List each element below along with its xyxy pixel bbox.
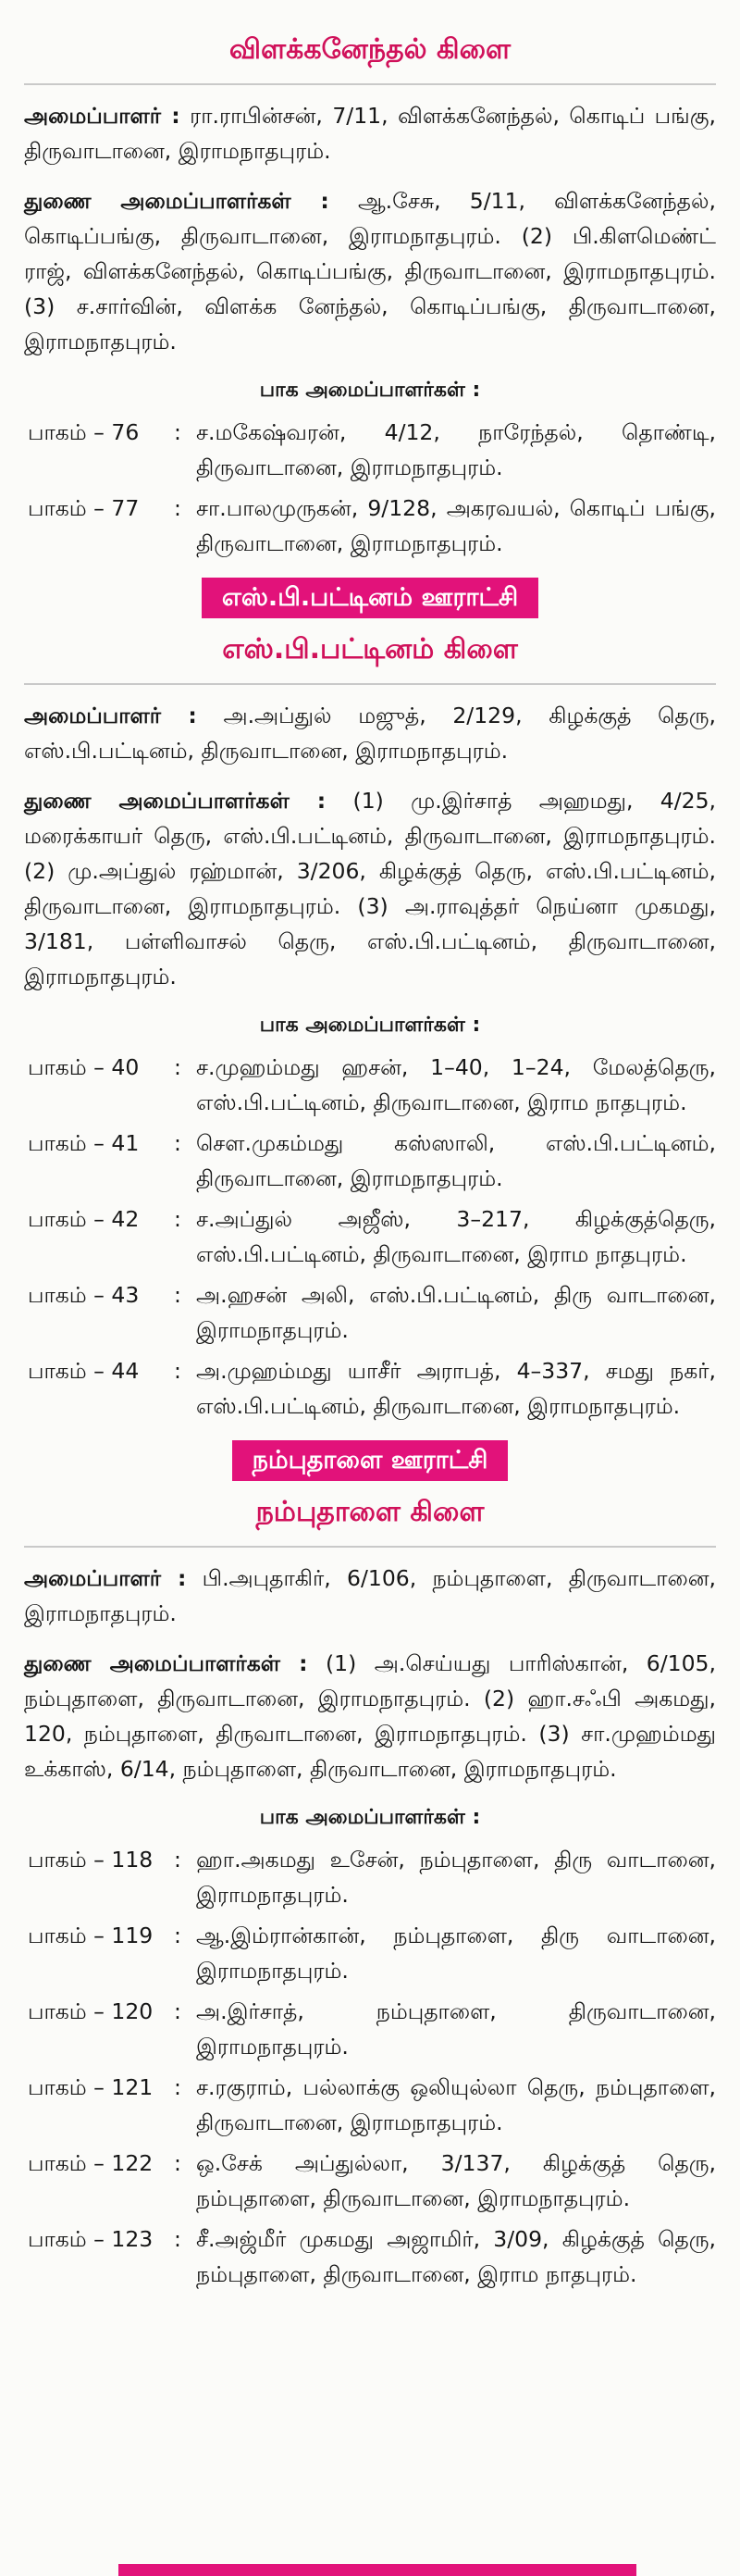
- booth-row: [24, 1918, 716, 1988]
- booth-row: [24, 2146, 716, 2216]
- booth-row: [24, 1842, 716, 1912]
- deputy-paragraph: [24, 1646, 716, 1786]
- organiser-text: ரா.ராபின்சன், 7/11, விளக்கனேந்தல், கொடிப் பங்கு, திருவாடானை, இராமநாதபுரம்.: [24, 103, 716, 164]
- booth-number: பாகம் – 122: [28, 2150, 154, 2176]
- booth-row: [24, 1994, 716, 2064]
- deputy-text: (1) அ.செய்யது பாரிஸ்கான், 6/105, நம்புதாளை, திருவாடானை, இராமநாதபுரம். (2) ஹா.சஃபி அகமது, 120, நம்புதாளை, திருவாடானை, இராமநாதபுரம். (3) சா.முஹம்மது உக்காஸ், 6/14, நம்புதாளை, திருவாடானை, இராமநாதபுரம்.: [24, 1650, 716, 1782]
- organiser-paragraph: [24, 698, 716, 768]
- booth-row: [24, 1126, 716, 1196]
- booth-number: பாகம் – 44: [28, 1358, 140, 1384]
- panchayat-banner-nambuthalai: [24, 1440, 716, 1481]
- colon: :: [174, 1998, 181, 2024]
- booth-number: பாகம் – 120: [28, 1998, 154, 2024]
- booth-number: பாகம் – 118: [28, 1847, 154, 1873]
- colon: :: [174, 2074, 181, 2100]
- booth-text: ச.ரகுராம், பல்லாக்கு ஒலியுல்லா தெரு, நம்புதாளை, திருவாடானை, இராமநாதபுரம்.: [196, 2074, 716, 2135]
- organiser-paragraph: [24, 1561, 716, 1631]
- branch-heading-nambuthalai: நம்புதாளை கிளை: [255, 1496, 485, 1528]
- divider: [24, 83, 716, 85]
- booth-number: பாகம் – 123: [28, 2226, 154, 2252]
- organiser-paragraph: [24, 98, 716, 168]
- colon: :: [174, 1358, 181, 1384]
- booth-text: ச.மகேஷ்வரன், 4/12, நாரேந்தல், தொண்டி, திருவாடானை, இராமநாதபுரம்.: [196, 419, 716, 480]
- booth-organisers-heading: பாக அமைப்பாளர்கள் :: [259, 1014, 481, 1037]
- booth-text: ஒ.சேக் அப்துல்லா, 3/137, கிழக்குத் தெரு, நம்புதாளை, திருவாடானை, இராமநாதபுரம்.: [196, 2150, 716, 2211]
- booth-number: பாகம் – 119: [28, 1923, 154, 1948]
- booth-text: ஆ.இம்ரான்கான், நம்புதாளை, திரு வாடானை, இராமநாதபுரம்.: [196, 1923, 716, 1984]
- booth-row: [24, 1201, 716, 1272]
- deputy-label: துணை அமைப்பாளர்கள் :: [24, 188, 329, 214]
- organiser-text: அ.அப்துல் மஜுத், 2/129, கிழக்குத் தெரு, எஸ்.பி.பட்டினம், திருவாடானை, இராமநாதபுரம்.: [24, 703, 716, 764]
- booth-text: ச.முஹம்மது ஹசன், 1–40, 1–24, மேலத்தெரு, எஸ்.பி.பட்டினம், திருவாடானை, இராம நாதபுரம்.: [196, 1054, 716, 1115]
- booth-organisers-heading: பாக அமைப்பாளர்கள் :: [259, 1806, 481, 1829]
- booth-number: பாகம் – 121: [28, 2074, 154, 2100]
- colon: :: [174, 1847, 181, 1873]
- booth-number: பாகம் – 76: [28, 419, 140, 445]
- branch-heading-vilakkanenthal: விளக்கனேந்தல் கிளை: [228, 33, 512, 66]
- booth-number: பாகம் – 77: [28, 495, 140, 521]
- booth-number: பாகம் – 43: [28, 1282, 140, 1308]
- booth-text: அ.ஹசன் அலி, எஸ்.பி.பட்டினம், திரு வாடானை, இராமநாதபுரம்.: [196, 1282, 716, 1343]
- booth-number: பாகம் – 40: [28, 1054, 140, 1080]
- organiser-text: பி.அபுதாகிர், 6/106, நம்புதாளை, திருவாடானை, இராமநாதபுரம்.: [24, 1565, 716, 1626]
- booth-row: [24, 491, 716, 561]
- deputy-paragraph: [24, 783, 716, 994]
- booth-text: சௌ.முகம்மது கஸ்ஸாலி, எஸ்.பி.பட்டினம், திருவாடானை, இராமநாதபுரம்.: [196, 1130, 716, 1191]
- booth-text: ஹா.அகமது உசேன், நம்புதாளை, திரு வாடானை, இராமநாதபுரம்.: [196, 1847, 716, 1908]
- deputy-text: ஆ.சேசு, 5/11, விளக்கனேந்தல், கொடிப்பங்கு, திருவாடானை, இராமநாதபுரம். (2) பி.கிளமெண்ட் ராஜ், விளக்கனேந்தல், கொடிப்பங்கு, திருவாடானை, இராமநாதபுரம்.(3) ச.சார்வின், விளக்க னேந்தல், கொடிப்பங்கு, திருவாடானை, இராமநாதபுரம்.: [24, 188, 716, 355]
- organiser-label: அமைப்பாளர் :: [24, 103, 180, 129]
- booth-text: ச.அப்துல் அஜீஸ், 3–217, கிழக்குத்தெரு, எஸ்.பி.பட்டினம், திருவாடானை, இராம நாதபுரம்.: [196, 1206, 716, 1267]
- booth-row: [24, 2221, 716, 2292]
- colon: :: [174, 1054, 181, 1080]
- booth-text: சா.பாலமுருகன், 9/128, அகரவயல், கொடிப் பங்கு, திருவாடானை, இராமநாதபுரம்.: [196, 495, 716, 556]
- deputy-text: (1) மு.இர்சாத் அஹமது, 4/25, மரைக்காயர் தெரு, எஸ்.பி.பட்டினம், திருவாடானை, இராமநாதபுரம். (2) மு.அப்துல் ரஹ்மான், 3/206, கிழக்குத் தெரு, எஸ்.பி.பட்டினம், திருவாடானை, இராமநாதபுரம். (3) அ.ராவுத்தர் நெய்னா முகமது, 3/181, பள்ளிவாசல் தெரு, எஸ்.பி.பட்டினம், திருவாடானை, இராமநாதபுரம்.: [24, 788, 716, 989]
- colon: :: [174, 1206, 181, 1232]
- colon: :: [174, 2150, 181, 2176]
- booth-text: அ.முஹம்மது யாசீர் அராபத், 4–337, சமது நகர், எஸ்.பி.பட்டினம், திருவாடானை, இராமநாதபுரம்.: [196, 1358, 716, 1419]
- divider: [24, 683, 716, 685]
- deputy-paragraph: [24, 183, 716, 359]
- colon: :: [174, 1282, 181, 1308]
- panchayat-banner-label: நம்புதாளை ஊராட்சி: [232, 1440, 509, 1481]
- deputy-label: துணை அமைப்பாளர்கள் :: [24, 788, 327, 814]
- panchayat-banner-label: எஸ்.பி.பட்டினம் ஊராட்சி: [202, 578, 538, 618]
- booth-row: [24, 1050, 716, 1120]
- booth-number: பாகம் – 42: [28, 1206, 140, 1232]
- booth-organisers-heading: பாக அமைப்பாளர்கள் :: [259, 379, 481, 402]
- colon: :: [174, 2226, 181, 2252]
- organiser-label: அமைப்பாளர் :: [24, 703, 197, 728]
- booth-row: [24, 1277, 716, 1348]
- booth-text: அ.இர்சாத், நம்புதாளை, திருவாடானை, இராமநாதபுரம்.: [196, 1998, 716, 2060]
- colon: :: [174, 495, 181, 521]
- divider: [24, 1546, 716, 1548]
- organiser-label: அமைப்பாளர் :: [24, 1565, 187, 1591]
- booth-row: [24, 2070, 716, 2140]
- colon: :: [174, 419, 181, 445]
- booth-row: [24, 415, 716, 485]
- colon: :: [174, 1130, 181, 1156]
- next-section-banner-edge: [118, 2564, 636, 2576]
- booth-row: [24, 1353, 716, 1424]
- colon: :: [174, 1923, 181, 1948]
- panchayat-banner-sp-pattinam: [24, 578, 716, 618]
- booth-number: பாகம் – 41: [28, 1130, 140, 1156]
- booth-text: சீ.அஜ்மீர் முகமது அஜாமிர், 3/09, கிழக்குத் தெரு, நம்புதாளை, திருவாடானை, இராம நாதபுரம்.: [196, 2226, 716, 2287]
- branch-heading-sp-pattinam: எஸ்.பி.பட்டினம் கிளை: [222, 633, 518, 666]
- deputy-label: துணை அமைப்பாளர்கள் :: [24, 1650, 308, 1676]
